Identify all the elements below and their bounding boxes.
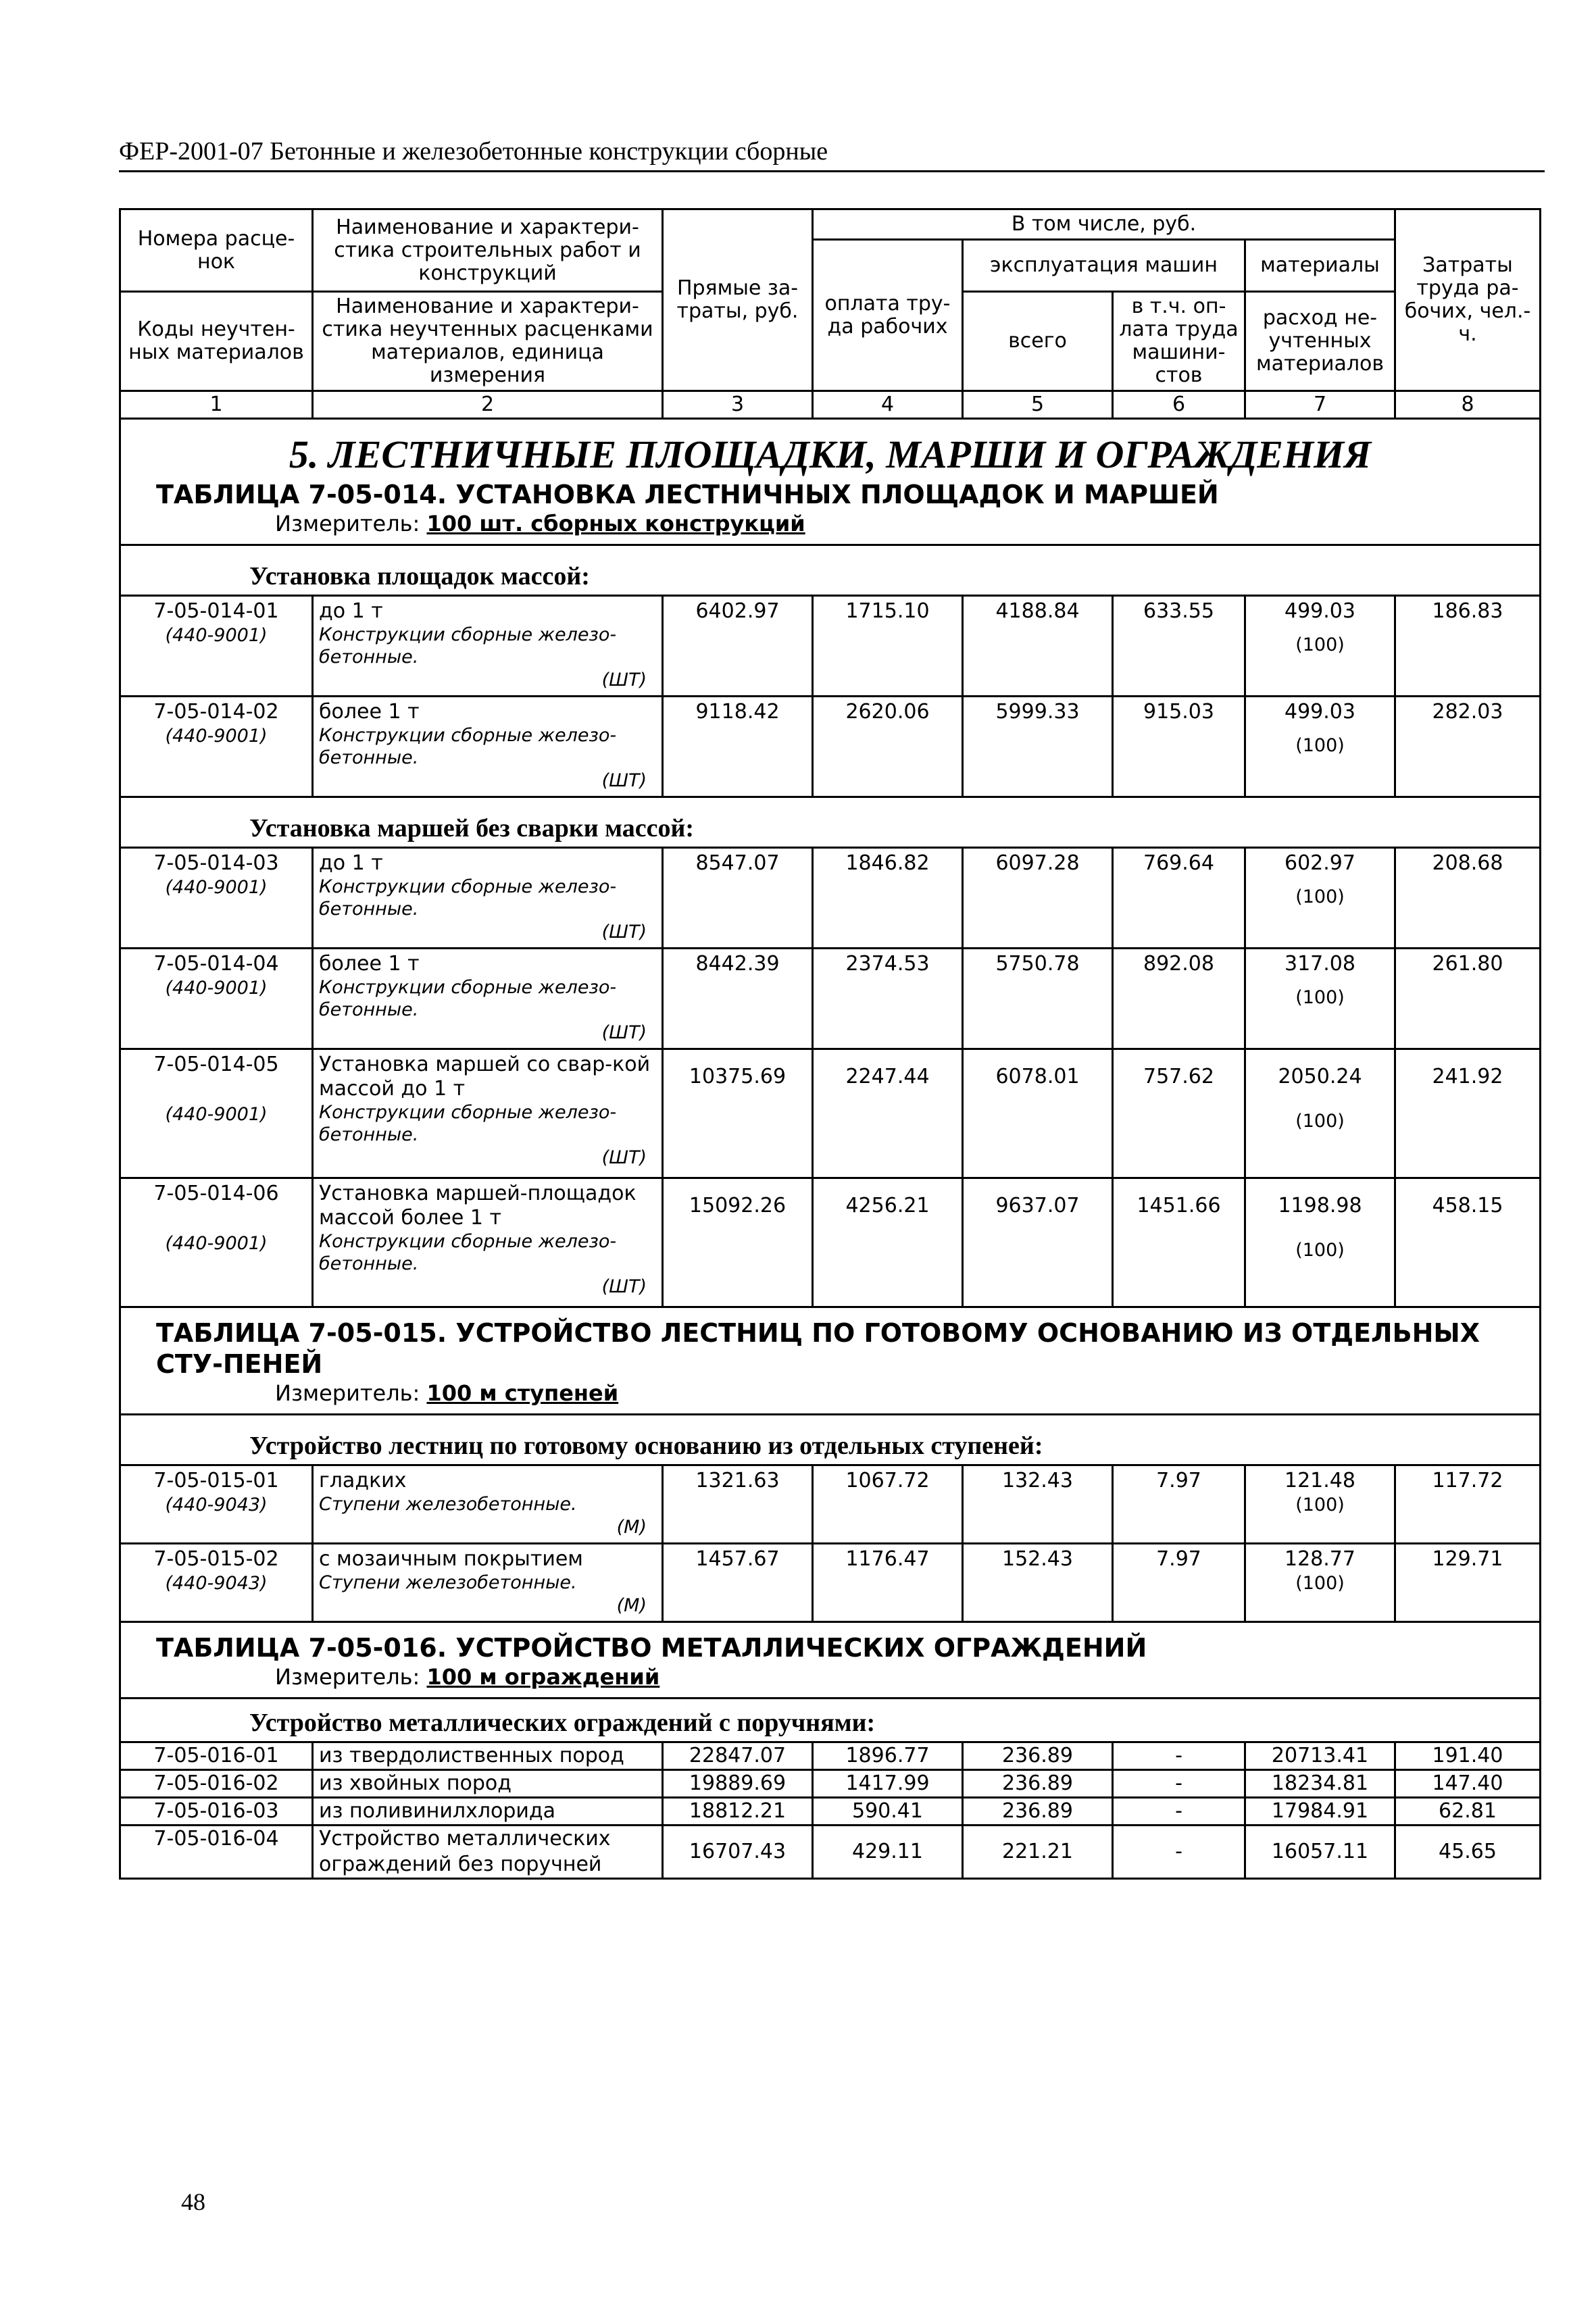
rate-code: 7-05-016-04 [120, 1826, 313, 1879]
material-code: (440-9001) [165, 877, 268, 898]
labor: 191.40 [1395, 1742, 1541, 1770]
labor: 208.68 [1395, 848, 1541, 949]
material-name: Конструкции сборные железо-бетонные. [319, 876, 617, 920]
rate-code: 7-05-014-05 [153, 1053, 279, 1076]
table-row [120, 1178, 1541, 1307]
meter-014 [126, 510, 1534, 541]
machinists: 757.62 [1113, 1049, 1245, 1178]
rate-code: 7-05-016-03 [120, 1798, 313, 1826]
rate-code: 7-05-015-02 [153, 1547, 279, 1571]
labor: 282.03 [1395, 697, 1541, 797]
table-row [120, 1742, 1541, 1770]
running-head: ФЕР-2001-07 Бетонные и железобетонные конструкции сборные [119, 135, 1545, 172]
rate-code: 7-05-016-02 [120, 1770, 313, 1798]
machines-total: 221.21 [963, 1826, 1113, 1879]
col-num: 4 [813, 391, 963, 419]
meter-value: 100 м ограждений [426, 1664, 660, 1690]
table-title-row [120, 1307, 1541, 1415]
labor: 45.65 [1395, 1826, 1541, 1879]
meter-value: 100 м ступеней [426, 1380, 619, 1406]
direct-cost: 18812.21 [663, 1798, 813, 1826]
header-direct: Прямые за-траты, руб. [663, 209, 813, 391]
direct-cost: 15092.26 [663, 1178, 813, 1307]
wages: 590.41 [813, 1798, 963, 1826]
unit: (ШТ) [601, 1022, 647, 1043]
labor: 458.15 [1395, 1178, 1541, 1307]
machines-total: 6097.28 [963, 848, 1113, 949]
wages: 2374.53 [813, 949, 963, 1049]
work-name: более 1 т [319, 952, 420, 976]
header-mat-expense: расход не-учтенных материалов [1245, 292, 1395, 391]
materials: 317.08 [1285, 952, 1355, 976]
material-code: (440-9001) [165, 625, 268, 646]
group-title: Устройство металлических ограждений с поручнями: [120, 1699, 1541, 1742]
materials: 128.77 [1285, 1547, 1355, 1571]
page-number: 48 [181, 2188, 205, 2215]
materials: 1198.98 [1278, 1194, 1362, 1217]
wages: 1067.72 [813, 1465, 963, 1544]
unit: (ШТ) [601, 1276, 647, 1297]
machinists: 7.97 [1113, 1465, 1245, 1544]
rate-code: 7-05-014-04 [153, 952, 279, 976]
machines-total: 5750.78 [963, 949, 1113, 1049]
col-num: 1 [120, 391, 313, 419]
unit: (ШТ) [601, 670, 647, 690]
group-title: Установка площадок массой: [120, 545, 1541, 596]
material-code: (440-9001) [165, 978, 268, 999]
direct-cost: 8547.07 [663, 848, 813, 949]
group-title-row [120, 1415, 1541, 1465]
material-name: Конструкции сборные железо-бетонные. [319, 1102, 617, 1145]
column-numbers-row [120, 391, 1541, 419]
work-name: Установка маршей со свар-кой массой до 1 т [319, 1053, 651, 1101]
direct-cost: 22847.07 [663, 1742, 813, 1770]
table-title-016: ТАБЛИЦА 7-05-016. УСТРОЙСТВО МЕТАЛЛИЧЕСКИХ ОГРАЖДЕНИЙ [156, 1633, 1147, 1663]
material-expense: (100) [1295, 1573, 1345, 1594]
table-row [120, 1798, 1541, 1826]
direct-cost: 1457.67 [663, 1544, 813, 1622]
material-code: (440-9001) [165, 1233, 268, 1254]
material-name: Конструкции сборные железо-бетонные. [319, 624, 617, 668]
machines-total: 152.43 [963, 1544, 1113, 1622]
group-title-row [120, 545, 1541, 596]
wages: 1846.82 [813, 848, 963, 949]
material-expense: (100) [1295, 1111, 1345, 1132]
wages: 1896.77 [813, 1742, 963, 1770]
work-name: Установка маршей-площадок массой более 1 т [319, 1182, 637, 1230]
meter-label: Измеритель: [275, 1380, 420, 1406]
wages: 2247.44 [813, 1049, 963, 1178]
materials: 2050.24 [1278, 1065, 1362, 1088]
header-machines: эксплуатация машин [963, 240, 1245, 292]
table-row [120, 848, 1541, 949]
header-labor: Затраты труда ра-бочих, чел.-ч. [1395, 209, 1541, 391]
material-code: (440-9001) [165, 726, 268, 747]
work-name: из поливинилхлорида [313, 1798, 663, 1826]
direct-cost: 8442.39 [663, 949, 813, 1049]
rate-code: 7-05-014-06 [153, 1182, 279, 1205]
material-expense: (100) [1295, 886, 1345, 907]
wages: 2620.06 [813, 697, 963, 797]
materials: 16057.11 [1245, 1826, 1395, 1879]
table-row [120, 1770, 1541, 1798]
material-code: (440-9043) [165, 1573, 268, 1594]
machines-total: 236.89 [963, 1742, 1113, 1770]
unit: (М) [616, 1595, 647, 1616]
table-row [120, 1465, 1541, 1544]
material-expense: (100) [1295, 634, 1345, 655]
header-materials: материалы [1245, 240, 1395, 292]
group-title-row [120, 797, 1541, 848]
section-title: 5. ЛЕСТНИЧНЫЕ ПЛОЩАДКИ, МАРШИ И ОГРАЖДЕНИЯ [289, 432, 1372, 476]
header-total: всего [963, 292, 1113, 391]
table-title-row [120, 1622, 1541, 1699]
direct-cost: 1321.63 [663, 1465, 813, 1544]
material-name: Конструкции сборные железо-бетонные. [319, 977, 617, 1020]
wages: 1715.10 [813, 596, 963, 697]
table-row [120, 596, 1541, 697]
machinists: 769.64 [1113, 848, 1245, 949]
machinists: 915.03 [1113, 697, 1245, 797]
work-name: из твердолиственных пород [313, 1742, 663, 1770]
meter-015 [126, 1380, 1534, 1411]
wages: 1417.99 [813, 1770, 963, 1798]
material-expense: (100) [1295, 1494, 1345, 1515]
col-num: 5 [963, 391, 1113, 419]
work-name: до 1 т [319, 599, 383, 623]
unit: (ШТ) [601, 1147, 647, 1168]
materials: 602.97 [1285, 851, 1355, 875]
machines-total: 236.89 [963, 1770, 1113, 1798]
labor: 129.71 [1395, 1544, 1541, 1622]
machines-total: 9637.07 [963, 1178, 1113, 1307]
col-num: 3 [663, 391, 813, 419]
materials: 18234.81 [1245, 1770, 1395, 1798]
materials: 17984.91 [1245, 1798, 1395, 1826]
header-codes-top: Номера расце-нок [120, 209, 313, 292]
work-name: более 1 т [319, 700, 420, 724]
wages: 429.11 [813, 1826, 963, 1879]
col-num: 8 [1395, 391, 1541, 419]
work-name: из хвойных пород [313, 1770, 663, 1798]
direct-cost: 19889.69 [663, 1770, 813, 1798]
table-row [120, 697, 1541, 797]
rate-code: 7-05-014-01 [153, 599, 279, 623]
section-title-row [120, 419, 1541, 545]
material-name: Ступени железобетонные. [319, 1494, 577, 1515]
machines-total: 6078.01 [963, 1049, 1113, 1178]
work-name: гладких [319, 1469, 407, 1492]
table-row [120, 949, 1541, 1049]
rates-table [119, 208, 1541, 1880]
header-machinists: в т.ч. оп-лата труда машини-стов [1113, 292, 1245, 391]
machinists: 7.97 [1113, 1544, 1245, 1622]
material-name: Ступени железобетонные. [319, 1572, 577, 1593]
table-title-014: ТАБЛИЦА 7-05-014. УСТАНОВКА ЛЕСТНИЧНЫХ ПЛОЩАДОК И МАРШЕЙ [156, 480, 1219, 509]
direct-cost: 10375.69 [663, 1049, 813, 1178]
work-name: с мозаичным покрытием [319, 1547, 583, 1571]
unit: (М) [616, 1517, 647, 1538]
materials: 499.03 [1285, 700, 1355, 724]
unit: (ШТ) [601, 770, 647, 791]
direct-cost: 16707.43 [663, 1826, 813, 1879]
group-title: Установка маршей без сварки массой: [120, 797, 1541, 848]
meter-label: Измеритель: [275, 511, 420, 536]
material-code: (440-9001) [165, 1104, 268, 1125]
labor: 62.81 [1395, 1798, 1541, 1826]
machinists: - [1113, 1826, 1245, 1879]
meter-value: 100 шт. сборных конструкций [426, 511, 805, 536]
header-wages: оплата тру-да рабочих [813, 240, 963, 391]
direct-cost: 6402.97 [663, 596, 813, 697]
machinists: 892.08 [1113, 949, 1245, 1049]
machines-total: 4188.84 [963, 596, 1113, 697]
labor: 186.83 [1395, 596, 1541, 697]
machines-total: 132.43 [963, 1465, 1113, 1544]
work-name: Устройство металлических ограждений без поручней [313, 1826, 663, 1879]
unit: (ШТ) [601, 922, 647, 942]
material-code: (440-9043) [165, 1494, 268, 1515]
machinists: - [1113, 1742, 1245, 1770]
labor: 241.92 [1395, 1049, 1541, 1178]
table-row [120, 1544, 1541, 1622]
material-expense: (100) [1295, 735, 1345, 756]
col-num: 7 [1245, 391, 1395, 419]
rate-code: 7-05-015-01 [153, 1469, 279, 1492]
table-row [120, 1049, 1541, 1178]
labor: 147.40 [1395, 1770, 1541, 1798]
header-row-1 [120, 209, 1541, 240]
rate-code: 7-05-014-03 [153, 851, 279, 875]
header-incl: В том числе, руб. [813, 209, 1395, 240]
material-expense: (100) [1295, 987, 1345, 1008]
col-num: 6 [1113, 391, 1245, 419]
machinists: 1451.66 [1113, 1178, 1245, 1307]
col-num: 2 [313, 391, 663, 419]
wages: 4256.21 [813, 1178, 963, 1307]
machines-total: 236.89 [963, 1798, 1113, 1826]
machinists: - [1113, 1798, 1245, 1826]
group-title-row [120, 1699, 1541, 1742]
rate-code: 7-05-016-01 [120, 1742, 313, 1770]
wages: 1176.47 [813, 1544, 963, 1622]
group-title: Устройство лестниц по готовому основанию из отдельных ступеней: [120, 1415, 1541, 1465]
material-expense: (100) [1295, 1240, 1345, 1261]
material-name: Конструкции сборные железо-бетонные. [319, 1231, 617, 1274]
work-name: до 1 т [319, 851, 383, 875]
machinists: - [1113, 1770, 1245, 1798]
table-title-015: ТАБЛИЦА 7-05-015. УСТРОЙСТВО ЛЕСТНИЦ ПО ГОТОВОМУ ОСНОВАНИЮ ИЗ ОТДЕЛЬНЫХ СТУ-ПЕНЕЙ [156, 1318, 1480, 1379]
meter-016 [126, 1663, 1534, 1694]
meter-label: Измеритель: [275, 1664, 420, 1690]
materials: 499.03 [1285, 599, 1355, 623]
table-row [120, 1826, 1541, 1879]
machinists: 633.55 [1113, 596, 1245, 697]
labor: 117.72 [1395, 1465, 1541, 1544]
materials: 20713.41 [1245, 1742, 1395, 1770]
direct-cost: 9118.42 [663, 697, 813, 797]
header-codes-bottom: Коды неучтен-ных материалов [120, 292, 313, 391]
header-name-bottom: Наименование и характери-стика неучтенных расценками материалов, единица измерения [313, 292, 663, 391]
header-name-top: Наименование и характери-стика строительных работ и конструкций [313, 209, 663, 292]
material-name: Конструкции сборные железо-бетонные. [319, 725, 617, 768]
materials: 121.48 [1285, 1469, 1355, 1492]
rate-code: 7-05-014-02 [153, 700, 279, 724]
machines-total: 5999.33 [963, 697, 1113, 797]
labor: 261.80 [1395, 949, 1541, 1049]
